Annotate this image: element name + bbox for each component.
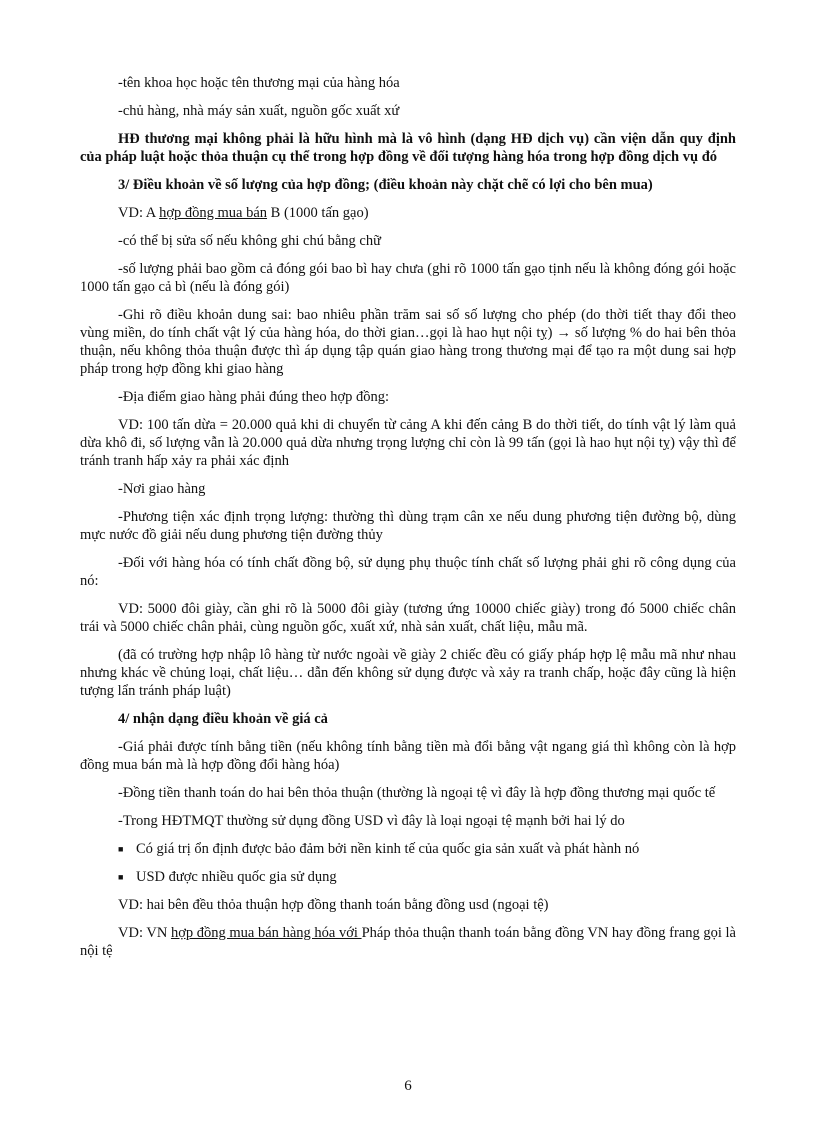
page-number: 6: [404, 1078, 412, 1094]
section-heading-4: 4/ nhận dạng điều khoản về giá cả: [118, 711, 328, 727]
paragraph: VD: 100 tấn dừa = 20.000 quả khi di chuyển từ cảng A khi đến cảng B do thời tiết, do tính vật lý làm quả dừa khô đi, số lượng vẫn là 20.000 quả dừa nhưng trọng lượng chỉ còn là 99 tấn (gọi là hao hụt nội tỵ) vậy thì để tránh tranh hấp xảy ra phải xác định: [80, 417, 736, 469]
paragraph: -có thể bị sửa số nếu không ghi chú bằng chữ: [118, 233, 381, 249]
paragraph: -chủ hàng, nhà máy sản xuất, nguồn gốc xuất xứ: [118, 103, 400, 119]
paragraph: -Địa điểm giao hàng phải đúng theo hợp đồng:: [118, 389, 390, 405]
paragraph: -Giá phải được tính bằng tiền (nếu không tính bằng tiền mà đổi bằng vật ngang giá thì không còn là hợp đồng mua bán mà là hợp đồng đổi hàng hóa): [80, 739, 736, 773]
section-heading-3: 3/ Điều khoản về số lượng của hợp đồng; (điều khoản này chặt chẽ có lợi cho bên mua): [118, 177, 653, 193]
bullet-text: Có giá trị ổn định được bảo đảm bởi nền kinh tế của quốc gia sản xuất và phát hành nó: [136, 841, 640, 857]
paragraph: (đã có trường hợp nhập lô hàng từ nước ngoài về giày 2 chiếc đều có giấy pháp hợp lệ mẫu mã như nhau nhưng khác về chủng loại, chất liệu… dẫn đến không sử dụng được và xảy ra tranh chấp, hoặc đây cũng là hiện tượng lẩn tránh pháp luật): [80, 647, 736, 699]
bullet-item: [80, 868, 736, 886]
paragraph: VD: hai bên đều thỏa thuận hợp đồng thanh toán bằng đồng usd (ngoại tệ): [118, 897, 549, 913]
paragraph: -số lượng phải bao gồm cả đóng gói bao bì hay chưa (ghi rõ 1000 tấn gạo tịnh nếu là không đóng gói hoặc 1000 tấn gạo cả bì (nếu là đóng gói): [80, 261, 736, 295]
paragraph: -tên khoa học hoặc tên thương mại của hàng hóa: [118, 75, 400, 91]
bullet-icon: ■: [118, 844, 124, 854]
text-run: B (1000 tấn gạo): [267, 205, 369, 221]
example-paragraph: [80, 924, 736, 960]
paragraph: -Phương tiện xác định trọng lượng: thường thì dùng trạm cân xe nếu dung phương tiện đường bộ, dùng mực nước đồ giải nếu dung phương tiện đường thủy: [80, 509, 736, 543]
paragraph: -Ghi rõ điều khoản dung sai: bao nhiêu phần trăm sai số số lượng cho phép (do thời tiết thay đổi theo vùng miền, do tính chất vật lý của hàng hóa, do thời gian…gọi là hao hụt nội tỵ) → số lượng % do hai bên thỏa thuận, nếu không thỏa thuận được thì áp dụng tập quán giao hàng trong thương mại để tạo ra một dung sai hợp pháp trong hợp đồng khi giao hàng: [80, 307, 736, 377]
bullet-icon: ■: [118, 872, 124, 882]
bullet-item: [80, 840, 736, 858]
paragraph: VD: 5000 đôi giày, cần ghi rõ là 5000 đôi giày (tương ứng 10000 chiếc giày) trong đó 5000 chiếc chân trái và 5000 chiếc chân phải, cùng nguồn gốc, xuất xứ, nhà sản xuất, chất liệu, mẫu mã.: [80, 601, 736, 635]
example-paragraph: [80, 204, 736, 222]
paragraph: -Đối với hàng hóa có tính chất đồng bộ, sử dụng phụ thuộc tính chất số lượng phải ghi rõ công dụng của nó:: [80, 555, 736, 589]
text-run: VD: VN: [118, 925, 171, 941]
text-run: VD: A: [118, 205, 160, 221]
paragraph: -Nơi giao hàng: [118, 481, 206, 497]
underlined-text: hợp đồng mua bán: [159, 205, 268, 221]
text-run: Pháp thỏa thuận thanh toán bằng đồng VN hay đồng frang gọi là nội tệ: [80, 925, 736, 959]
paragraph: -Trong HĐTMQT thường sử dụng đồng USD vì đây là loại ngoại tệ mạnh bởi hai lý do: [118, 813, 625, 829]
document-body: [80, 74, 736, 970]
underlined-text: hợp đồng mua bán hàng hóa với: [170, 925, 362, 941]
paragraph-bold: HĐ thương mại không phải là hữu hình mà là vô hình (dạng HĐ dịch vụ) cần viện dẫn quy định của pháp luật hoặc thỏa thuận cụ thể trong hợp đồng về đối tượng hàng hóa trong hợp đồng dịch vụ đó: [80, 131, 736, 165]
paragraph: -Đồng tiền thanh toán do hai bên thỏa thuận (thường là ngoại tệ vì đây là hợp đồng thương mại quốc tế: [118, 785, 716, 801]
bullet-text: USD được nhiều quốc gia sử dụng: [136, 869, 337, 885]
